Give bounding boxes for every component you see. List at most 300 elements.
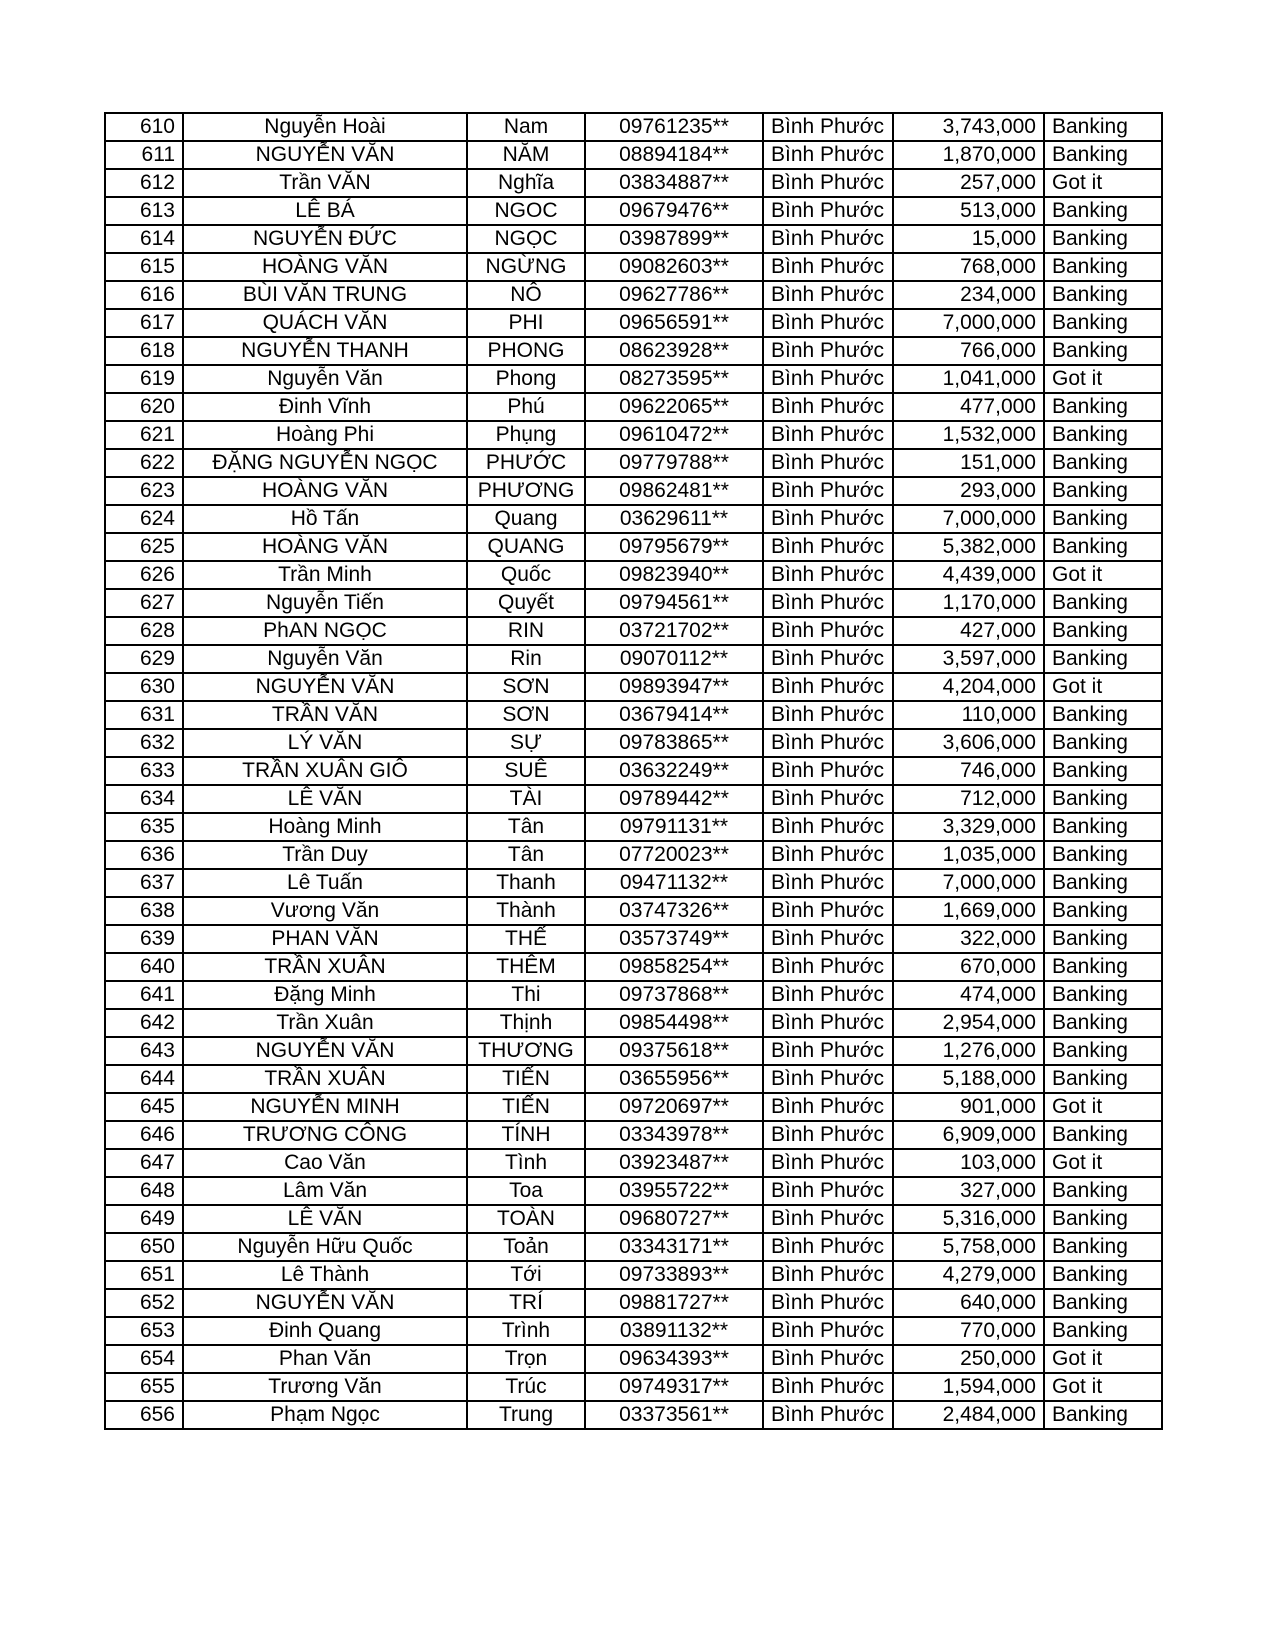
phone-cell: 03373561** (585, 1401, 763, 1429)
given-name-cell: Quyết (467, 589, 585, 617)
amount-cell: 4,439,000 (893, 561, 1044, 589)
row-number: 653 (105, 1317, 183, 1345)
given-name-cell: Trúc (467, 1373, 585, 1401)
row-number: 651 (105, 1261, 183, 1289)
surname-cell: Trần VĂN (183, 169, 467, 197)
row-number: 631 (105, 701, 183, 729)
phone-cell: 09789442** (585, 785, 763, 813)
given-name-cell: PHONG (467, 337, 585, 365)
province-cell: Bình Phước (763, 1261, 893, 1289)
row-number: 633 (105, 757, 183, 785)
table-row (105, 449, 1162, 477)
province-cell: Bình Phước (763, 1233, 893, 1261)
phone-cell: 03721702** (585, 617, 763, 645)
status-cell: Banking (1044, 617, 1162, 645)
amount-cell: 327,000 (893, 1177, 1044, 1205)
phone-cell: 09893947** (585, 673, 763, 701)
row-number: 636 (105, 841, 183, 869)
surname-cell: LÊ VĂN (183, 1205, 467, 1233)
row-number: 650 (105, 1233, 183, 1261)
phone-cell: 09854498** (585, 1009, 763, 1037)
surname-cell: LÊ BÁ (183, 197, 467, 225)
province-cell: Bình Phước (763, 1121, 893, 1149)
surname-cell: Nguyễn Tiến (183, 589, 467, 617)
province-cell: Bình Phước (763, 589, 893, 617)
row-number: 649 (105, 1205, 183, 1233)
surname-cell: TRẦN XUÂN (183, 953, 467, 981)
amount-cell: 2,954,000 (893, 1009, 1044, 1037)
province-cell: Bình Phước (763, 1177, 893, 1205)
phone-cell: 03987899** (585, 225, 763, 253)
province-cell: Bình Phước (763, 1345, 893, 1373)
table-row (105, 897, 1162, 925)
given-name-cell: Phú (467, 393, 585, 421)
amount-cell: 474,000 (893, 981, 1044, 1009)
given-name-cell: TOÀN (467, 1205, 585, 1233)
province-cell: Bình Phước (763, 449, 893, 477)
amount-cell: 1,870,000 (893, 141, 1044, 169)
phone-cell: 03923487** (585, 1149, 763, 1177)
row-number: 654 (105, 1345, 183, 1373)
given-name-cell: TÍNH (467, 1121, 585, 1149)
province-cell: Bình Phước (763, 169, 893, 197)
surname-cell: QUÁCH VĂN (183, 309, 467, 337)
surname-cell: BÙI VĂN TRUNG (183, 281, 467, 309)
phone-cell: 09749317** (585, 1373, 763, 1401)
row-number: 625 (105, 533, 183, 561)
surname-cell: Trương Văn (183, 1373, 467, 1401)
given-name-cell: Phụng (467, 421, 585, 449)
status-cell: Got it (1044, 1149, 1162, 1177)
province-cell: Bình Phước (763, 281, 893, 309)
table-row (105, 841, 1162, 869)
row-number: 612 (105, 169, 183, 197)
status-cell: Banking (1044, 533, 1162, 561)
amount-cell: 322,000 (893, 925, 1044, 953)
table-row (105, 729, 1162, 757)
table-row (105, 365, 1162, 393)
table-row (105, 169, 1162, 197)
table-row (105, 645, 1162, 673)
amount-cell: 766,000 (893, 337, 1044, 365)
surname-cell: TRƯƠNG CÔNG (183, 1121, 467, 1149)
table-row (105, 617, 1162, 645)
amount-cell: 1,594,000 (893, 1373, 1044, 1401)
phone-cell: 08894184** (585, 141, 763, 169)
amount-cell: 110,000 (893, 701, 1044, 729)
status-cell: Banking (1044, 897, 1162, 925)
row-number: 642 (105, 1009, 183, 1037)
province-cell: Bình Phước (763, 1149, 893, 1177)
table-row (105, 1149, 1162, 1177)
province-cell: Bình Phước (763, 421, 893, 449)
given-name-cell: SƠN (467, 673, 585, 701)
surname-cell: Phan Văn (183, 1345, 467, 1373)
status-cell: Banking (1044, 785, 1162, 813)
amount-cell: 1,532,000 (893, 421, 1044, 449)
status-cell: Banking (1044, 1009, 1162, 1037)
status-cell: Banking (1044, 1317, 1162, 1345)
phone-cell: 09862481** (585, 477, 763, 505)
given-name-cell: TIẾN (467, 1065, 585, 1093)
phone-cell: 09720697** (585, 1093, 763, 1121)
phone-cell: 09375618** (585, 1037, 763, 1065)
table-row (105, 869, 1162, 897)
given-name-cell: Phong (467, 365, 585, 393)
amount-cell: 5,316,000 (893, 1205, 1044, 1233)
row-number: 614 (105, 225, 183, 253)
phone-cell: 03747326** (585, 897, 763, 925)
given-name-cell: QUANG (467, 533, 585, 561)
status-cell: Banking (1044, 869, 1162, 897)
row-number: 652 (105, 1289, 183, 1317)
province-cell: Bình Phước (763, 365, 893, 393)
table-row (105, 1205, 1162, 1233)
row-number: 624 (105, 505, 183, 533)
row-number: 616 (105, 281, 183, 309)
surname-cell: LÝ VĂN (183, 729, 467, 757)
amount-cell: 3,597,000 (893, 645, 1044, 673)
status-cell: Banking (1044, 1037, 1162, 1065)
status-cell: Banking (1044, 757, 1162, 785)
amount-cell: 2,484,000 (893, 1401, 1044, 1429)
amount-cell: 151,000 (893, 449, 1044, 477)
amount-cell: 901,000 (893, 1093, 1044, 1121)
amount-cell: 5,188,000 (893, 1065, 1044, 1093)
phone-cell: 09791131** (585, 813, 763, 841)
surname-cell: Trần Duy (183, 841, 467, 869)
province-cell: Bình Phước (763, 1373, 893, 1401)
amount-cell: 746,000 (893, 757, 1044, 785)
table-row (105, 701, 1162, 729)
given-name-cell: TRÍ (467, 1289, 585, 1317)
table-row (105, 533, 1162, 561)
status-cell: Banking (1044, 1065, 1162, 1093)
surname-cell: HOÀNG VĂN (183, 477, 467, 505)
province-cell: Bình Phước (763, 253, 893, 281)
row-number: 645 (105, 1093, 183, 1121)
province-cell: Bình Phước (763, 617, 893, 645)
table-row (105, 953, 1162, 981)
amount-cell: 513,000 (893, 197, 1044, 225)
province-cell: Bình Phước (763, 337, 893, 365)
amount-cell: 1,041,000 (893, 365, 1044, 393)
table-row (105, 1177, 1162, 1205)
status-cell: Got it (1044, 169, 1162, 197)
amount-cell: 257,000 (893, 169, 1044, 197)
row-number: 648 (105, 1177, 183, 1205)
phone-cell: 07720023** (585, 841, 763, 869)
given-name-cell: SỰ (467, 729, 585, 757)
row-number: 622 (105, 449, 183, 477)
amount-cell: 1,669,000 (893, 897, 1044, 925)
given-name-cell: PHƯƠNG (467, 477, 585, 505)
status-cell: Banking (1044, 477, 1162, 505)
row-number: 639 (105, 925, 183, 953)
given-name-cell: Thi (467, 981, 585, 1009)
given-name-cell: Tới (467, 1261, 585, 1289)
row-number: 630 (105, 673, 183, 701)
province-cell: Bình Phước (763, 981, 893, 1009)
status-cell: Banking (1044, 841, 1162, 869)
surname-cell: ĐẶNG NGUYỄN NGỌC (183, 449, 467, 477)
status-cell: Banking (1044, 589, 1162, 617)
surname-cell: Nguyễn Văn (183, 365, 467, 393)
given-name-cell: SUÊ (467, 757, 585, 785)
row-number: 632 (105, 729, 183, 757)
table-row (105, 1401, 1162, 1429)
surname-cell: Trần Xuân (183, 1009, 467, 1037)
amount-cell: 1,035,000 (893, 841, 1044, 869)
phone-cell: 09082603** (585, 253, 763, 281)
given-name-cell: THẾ (467, 925, 585, 953)
surname-cell: Nguyễn Văn (183, 645, 467, 673)
amount-cell: 1,276,000 (893, 1037, 1044, 1065)
amount-cell: 234,000 (893, 281, 1044, 309)
table-row (105, 561, 1162, 589)
amount-cell: 670,000 (893, 953, 1044, 981)
phone-cell: 03679414** (585, 701, 763, 729)
status-cell: Banking (1044, 645, 1162, 673)
province-cell: Bình Phước (763, 841, 893, 869)
given-name-cell: THƯƠNG (467, 1037, 585, 1065)
row-number: 618 (105, 337, 183, 365)
given-name-cell: NGOC (467, 197, 585, 225)
surname-cell: TRẦN VĂN (183, 701, 467, 729)
surname-cell: Cao Văn (183, 1149, 467, 1177)
province-cell: Bình Phước (763, 953, 893, 981)
status-cell: Banking (1044, 1177, 1162, 1205)
province-cell: Bình Phước (763, 925, 893, 953)
status-cell: Banking (1044, 1121, 1162, 1149)
table-row (105, 1233, 1162, 1261)
phone-cell: 09656591** (585, 309, 763, 337)
province-cell: Bình Phước (763, 477, 893, 505)
phone-cell: 09761235** (585, 113, 763, 141)
table-row (105, 757, 1162, 785)
table-row (105, 1121, 1162, 1149)
status-cell: Banking (1044, 309, 1162, 337)
status-cell: Banking (1044, 421, 1162, 449)
amount-cell: 1,170,000 (893, 589, 1044, 617)
amount-cell: 3,329,000 (893, 813, 1044, 841)
province-cell: Bình Phước (763, 813, 893, 841)
status-cell: Got it (1044, 561, 1162, 589)
amount-cell: 477,000 (893, 393, 1044, 421)
province-cell: Bình Phước (763, 757, 893, 785)
province-cell: Bình Phước (763, 645, 893, 673)
given-name-cell: Trình (467, 1317, 585, 1345)
status-cell: Got it (1044, 673, 1162, 701)
given-name-cell: RIN (467, 617, 585, 645)
row-number: 646 (105, 1121, 183, 1149)
surname-cell: Vương Văn (183, 897, 467, 925)
amount-cell: 427,000 (893, 617, 1044, 645)
phone-cell: 09737868** (585, 981, 763, 1009)
phone-cell: 09622065** (585, 393, 763, 421)
status-cell: Banking (1044, 113, 1162, 141)
province-cell: Bình Phước (763, 533, 893, 561)
surname-cell: NGUYỄN ĐỨC (183, 225, 467, 253)
phone-cell: 09627786** (585, 281, 763, 309)
given-name-cell: NGỌC (467, 225, 585, 253)
table-row (105, 337, 1162, 365)
table-row (105, 477, 1162, 505)
table-row (105, 113, 1162, 141)
given-name-cell: Thành (467, 897, 585, 925)
table-row (105, 1289, 1162, 1317)
amount-cell: 250,000 (893, 1345, 1044, 1373)
row-number: 621 (105, 421, 183, 449)
province-cell: Bình Phước (763, 1317, 893, 1345)
status-cell: Banking (1044, 953, 1162, 981)
table-row (105, 197, 1162, 225)
phone-cell: 03629611** (585, 505, 763, 533)
table-row (105, 813, 1162, 841)
status-cell: Banking (1044, 141, 1162, 169)
province-cell: Bình Phước (763, 1009, 893, 1037)
table-row (105, 309, 1162, 337)
given-name-cell: SƠN (467, 701, 585, 729)
surname-cell: LÊ VĂN (183, 785, 467, 813)
given-name-cell: NÔ (467, 281, 585, 309)
given-name-cell: THÊM (467, 953, 585, 981)
given-name-cell: Trọn (467, 1345, 585, 1373)
phone-cell: 09794561** (585, 589, 763, 617)
row-number: 644 (105, 1065, 183, 1093)
row-number: 635 (105, 813, 183, 841)
given-name-cell: Quang (467, 505, 585, 533)
row-number: 611 (105, 141, 183, 169)
row-number: 617 (105, 309, 183, 337)
given-name-cell: Nam (467, 113, 585, 141)
row-number: 615 (105, 253, 183, 281)
province-cell: Bình Phước (763, 729, 893, 757)
surname-cell: NGUYỄN VĂN (183, 1289, 467, 1317)
phone-cell: 09783865** (585, 729, 763, 757)
given-name-cell: Thanh (467, 869, 585, 897)
province-cell: Bình Phước (763, 309, 893, 337)
status-cell: Banking (1044, 1401, 1162, 1429)
status-cell: Banking (1044, 1289, 1162, 1317)
phone-cell: 03891132** (585, 1317, 763, 1345)
amount-cell: 768,000 (893, 253, 1044, 281)
province-cell: Bình Phước (763, 673, 893, 701)
surname-cell: Phạm Ngọc (183, 1401, 467, 1429)
phone-cell: 03632249** (585, 757, 763, 785)
table-row (105, 225, 1162, 253)
given-name-cell: Quốc (467, 561, 585, 589)
status-cell: Banking (1044, 505, 1162, 533)
surname-cell: Nguyễn Hữu Quốc (183, 1233, 467, 1261)
phone-cell: 09679476** (585, 197, 763, 225)
province-cell: Bình Phước (763, 197, 893, 225)
table-row (105, 785, 1162, 813)
row-number: 640 (105, 953, 183, 981)
province-cell: Bình Phước (763, 1289, 893, 1317)
surname-cell: Hoàng Phi (183, 421, 467, 449)
given-name-cell: Tân (467, 841, 585, 869)
table-row (105, 253, 1162, 281)
table-row (105, 673, 1162, 701)
row-number: 637 (105, 869, 183, 897)
table-row (105, 281, 1162, 309)
amount-cell: 3,606,000 (893, 729, 1044, 757)
surname-cell: Lâm Văn (183, 1177, 467, 1205)
phone-cell: 09680727** (585, 1205, 763, 1233)
given-name-cell: Toa (467, 1177, 585, 1205)
status-cell: Banking (1044, 925, 1162, 953)
given-name-cell: Tình (467, 1149, 585, 1177)
row-number: 627 (105, 589, 183, 617)
given-name-cell: PHI (467, 309, 585, 337)
row-number: 638 (105, 897, 183, 925)
surname-cell: NGUYỄN VĂN (183, 141, 467, 169)
province-cell: Bình Phước (763, 701, 893, 729)
surname-cell: Đinh Quang (183, 1317, 467, 1345)
row-number: 634 (105, 785, 183, 813)
surname-cell: Nguyễn Hoài (183, 113, 467, 141)
status-cell: Banking (1044, 281, 1162, 309)
row-number: 613 (105, 197, 183, 225)
table-row (105, 589, 1162, 617)
table-row (105, 1009, 1162, 1037)
status-cell: Got it (1044, 1093, 1162, 1121)
given-name-cell: TIẾN (467, 1093, 585, 1121)
province-cell: Bình Phước (763, 1401, 893, 1429)
province-cell: Bình Phước (763, 393, 893, 421)
surname-cell: PhAN NGỌC (183, 617, 467, 645)
row-number: 656 (105, 1401, 183, 1429)
table-row (105, 1317, 1162, 1345)
amount-cell: 7,000,000 (893, 309, 1044, 337)
phone-cell: 09610472** (585, 421, 763, 449)
amount-cell: 4,279,000 (893, 1261, 1044, 1289)
surname-cell: Lê Thành (183, 1261, 467, 1289)
surname-cell: NGUYỄN MINH (183, 1093, 467, 1121)
table-row (105, 1373, 1162, 1401)
status-cell: Banking (1044, 1205, 1162, 1233)
phone-cell: 09823940** (585, 561, 763, 589)
given-name-cell: PHƯỚC (467, 449, 585, 477)
row-number: 610 (105, 113, 183, 141)
status-cell: Banking (1044, 729, 1162, 757)
row-number: 620 (105, 393, 183, 421)
surname-cell: Đinh Vĩnh (183, 393, 467, 421)
given-name-cell: NĂM (467, 141, 585, 169)
amount-cell: 3,743,000 (893, 113, 1044, 141)
status-cell: Got it (1044, 365, 1162, 393)
row-number: 619 (105, 365, 183, 393)
phone-cell: 03955722** (585, 1177, 763, 1205)
given-name-cell: Toản (467, 1233, 585, 1261)
phone-cell: 03834887** (585, 169, 763, 197)
province-cell: Bình Phước (763, 1065, 893, 1093)
table-row (105, 1037, 1162, 1065)
amount-cell: 293,000 (893, 477, 1044, 505)
phone-cell: 03343978** (585, 1121, 763, 1149)
table-row (105, 141, 1162, 169)
row-number: 626 (105, 561, 183, 589)
table-row (105, 981, 1162, 1009)
province-cell: Bình Phước (763, 869, 893, 897)
phone-cell: 03655956** (585, 1065, 763, 1093)
amount-cell: 15,000 (893, 225, 1044, 253)
table-row (105, 925, 1162, 953)
surname-cell: Đặng Minh (183, 981, 467, 1009)
status-cell: Banking (1044, 1261, 1162, 1289)
amount-cell: 712,000 (893, 785, 1044, 813)
